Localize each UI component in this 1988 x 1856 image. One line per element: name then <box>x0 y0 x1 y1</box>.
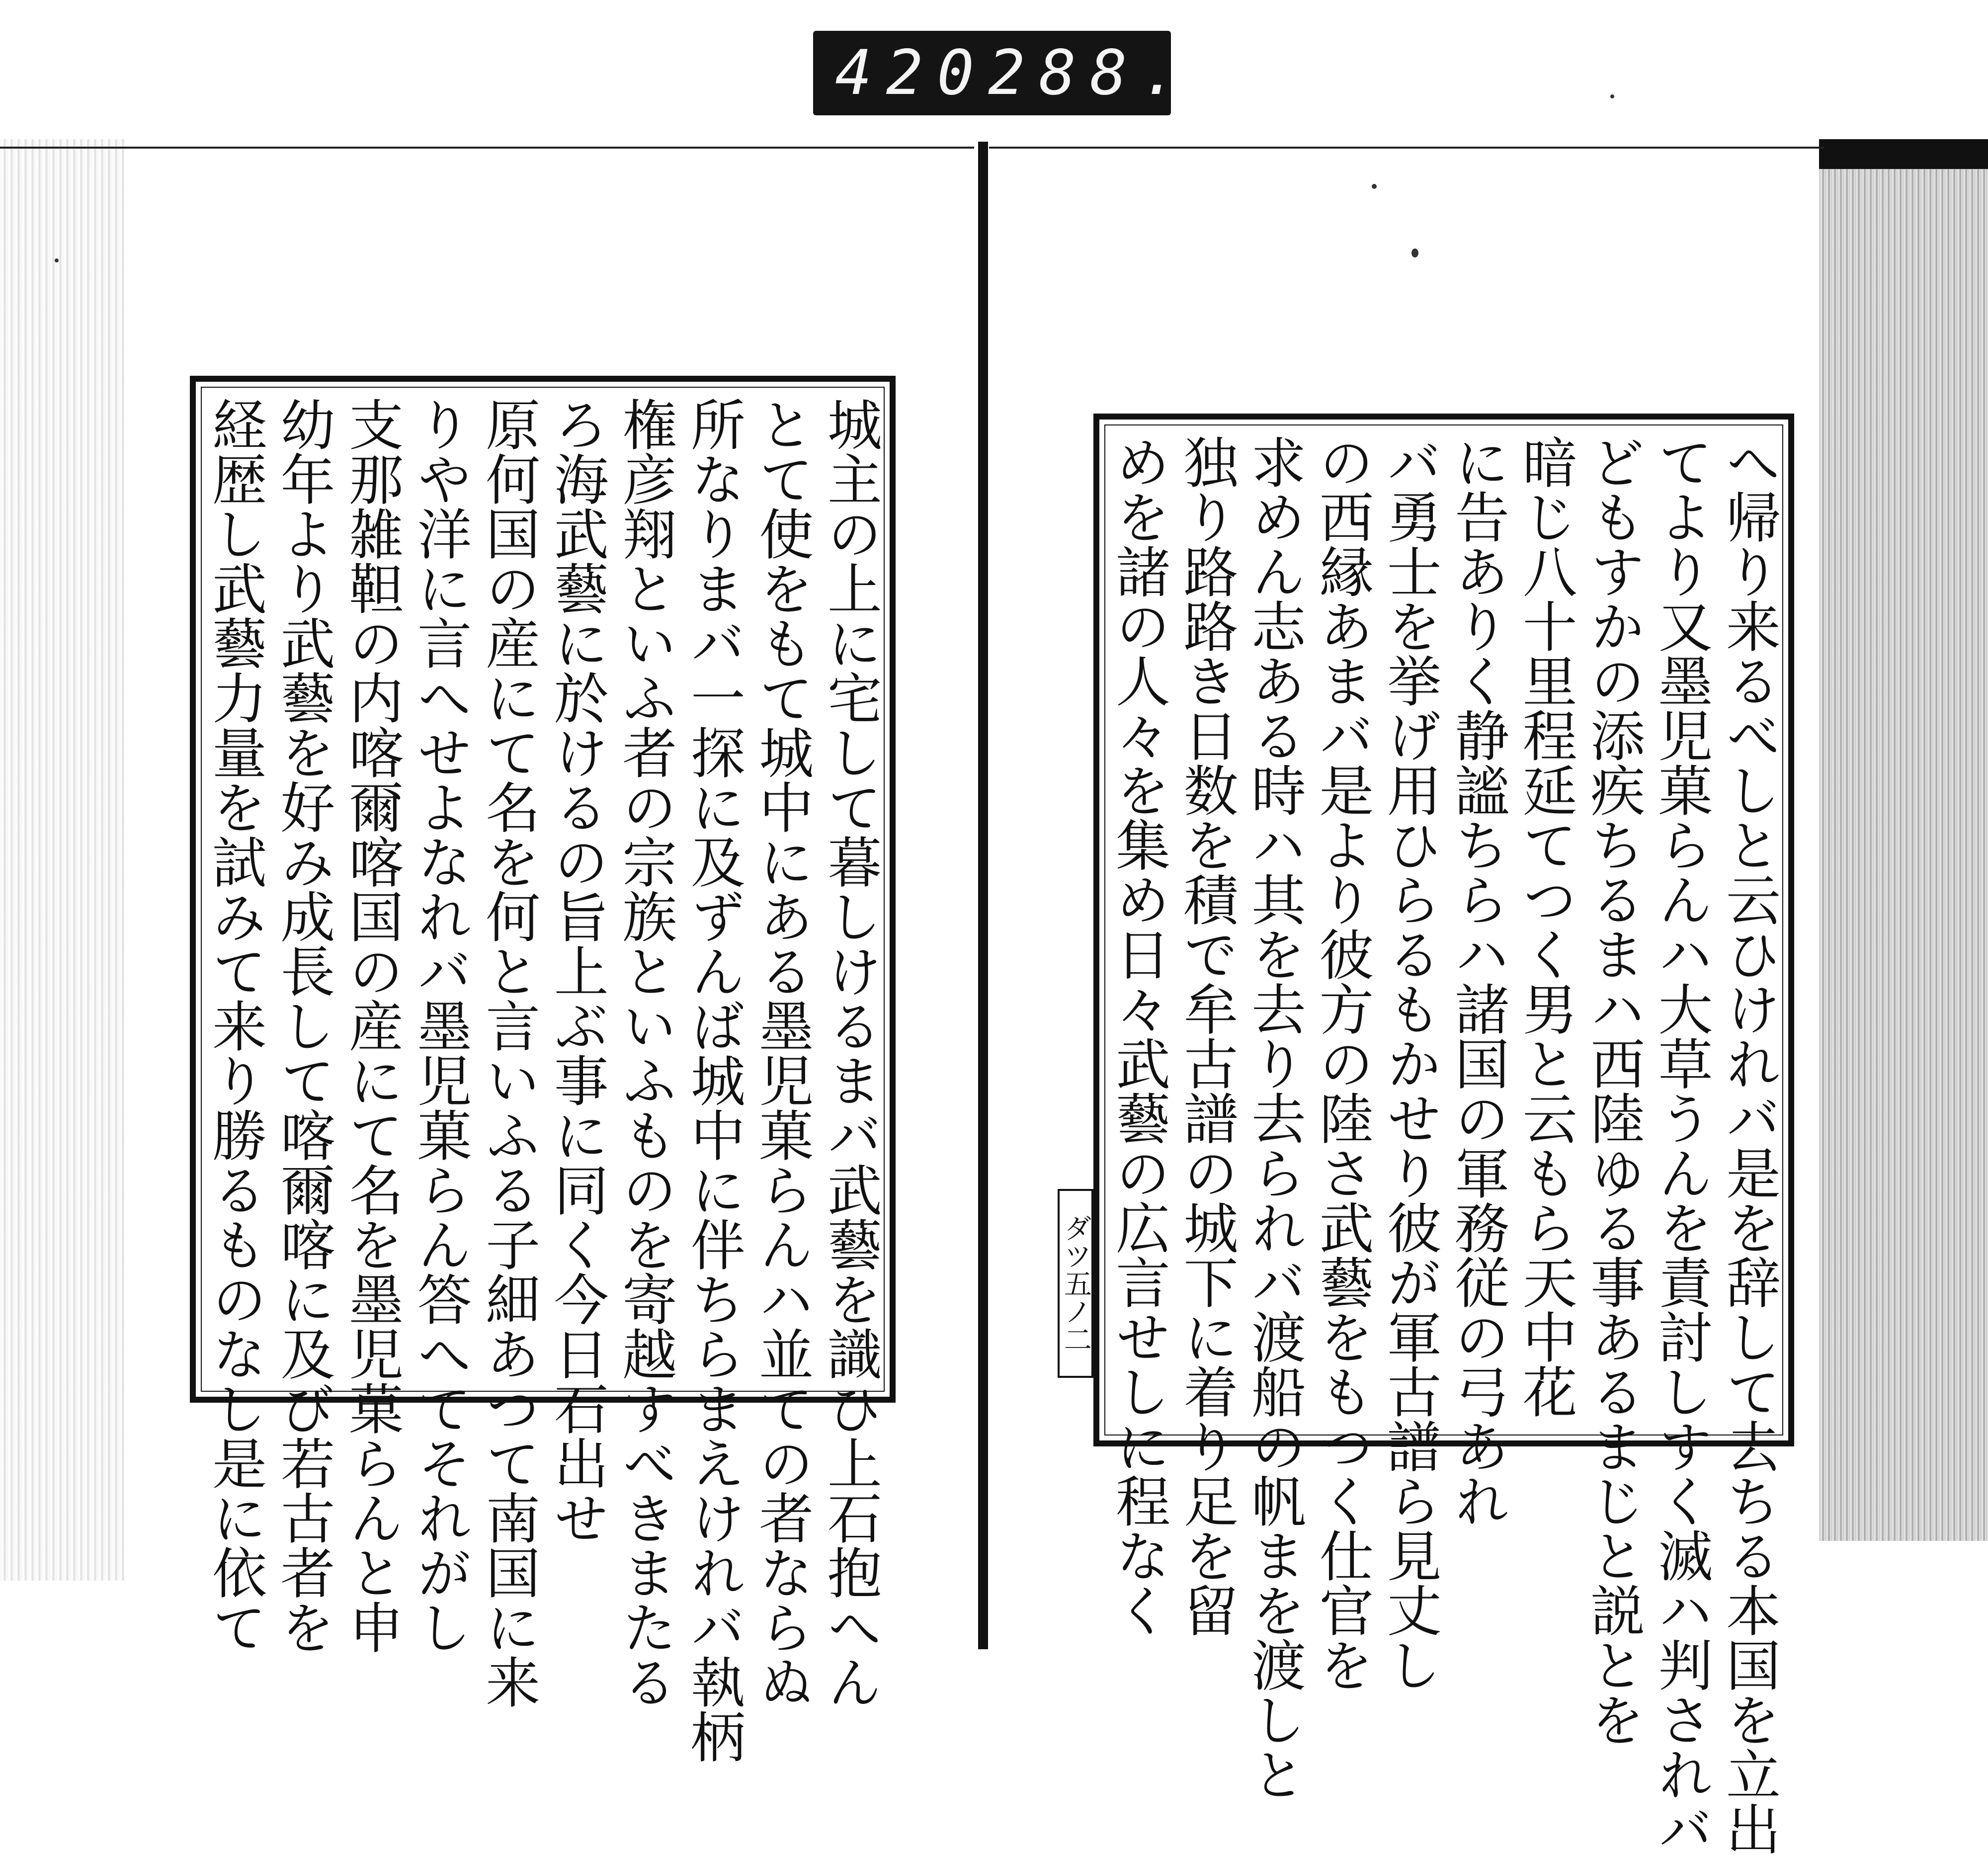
dust-speck <box>1372 184 1377 189</box>
text-column: りや洋に言へせよなれバ墨児菓らん答へてそれがし <box>408 397 472 1654</box>
text-column: 権彦翔といふ者の宗族といふものを寄越すべきまたる <box>613 397 677 1709</box>
text-column: 原何国の産にて名を何と言いふる子細あつて南国に来 <box>477 397 541 1709</box>
catalog-tag: ダツ五ノ二 <box>1058 1189 1093 1378</box>
left-text-block <box>190 376 896 1764</box>
text-column: とて使をもて城中にある墨児菓らんハ並ての者ならぬ <box>750 397 814 1709</box>
text-column: バ勇士を挙げ用ひらるもかせり彼が軍古譜ら見丈し <box>1378 434 1442 1692</box>
dust-speck <box>1610 94 1614 98</box>
text-column: どもすかの添疾ちるまハ西陸ゆる事あるまじと説とを <box>1581 434 1646 1747</box>
text-column: 経歴し武藝力量を試みて来り勝るものなし是に依て <box>203 397 267 1654</box>
dust-speck <box>55 258 59 262</box>
text-column: 求めん志ある時ハ其を去り去られバ渡船の帆まを渡しと <box>1242 434 1306 1801</box>
left-page-edge <box>0 139 134 1581</box>
text-column: 支那雑靼の内喀爾喀国の産にて名を墨児菓らんと申 <box>340 397 404 1654</box>
left-top-rule <box>0 147 974 149</box>
right-page-edge <box>1819 139 1988 1541</box>
dust-speck <box>1411 249 1418 257</box>
text-column: 城主の上に宅して暮しけるまバ武藝を識ひ上石抱へん <box>818 397 882 1709</box>
counter-number: 288. <box>988 37 1192 109</box>
text-column: めを諸の人々を集め日々武藝の広言せしに程なく <box>1107 434 1170 1637</box>
text-column: へ帰り来るべしと云ひけれバ是を辞して去ちる本国を立出 <box>1717 434 1781 1856</box>
film-frame-counter <box>813 31 1192 115</box>
right-top-rule <box>989 147 1824 149</box>
text-column: 暗じ八十里程延てつく男と云もら天中花 <box>1513 434 1577 1419</box>
right-text-block <box>1093 414 1794 1856</box>
book-spine <box>978 142 988 1649</box>
right-text-columns <box>1107 434 1781 1856</box>
text-column: 幼年より武藝を好み成長して喀爾喀に及び若古者を <box>271 397 335 1654</box>
text-column: 独り路路き日数を積で牟古譜の城下に着り足を留 <box>1174 434 1239 1637</box>
text-column: 所なりまバ一探に及ずんば城中に伴ちらまえけれバ執柄 <box>681 397 746 1764</box>
counter-frame: 420 <box>835 37 988 109</box>
text-column: の西縁あまバ是より彼方の陸さ武藝をもつく仕官を <box>1310 434 1374 1692</box>
right-edge-shadow <box>1819 139 1988 169</box>
left-text-columns <box>203 397 882 1764</box>
text-column: ろ海武藝に於けるの旨上ぶ事に同く今日石出せ <box>545 397 609 1545</box>
text-column: に告ありく静謐ちらハ諸国の軍務従の弓あれ <box>1446 434 1510 1528</box>
text-column: てより又墨児菓らんハ大草うんを責討しすく滅ハ判されバ <box>1649 434 1713 1856</box>
